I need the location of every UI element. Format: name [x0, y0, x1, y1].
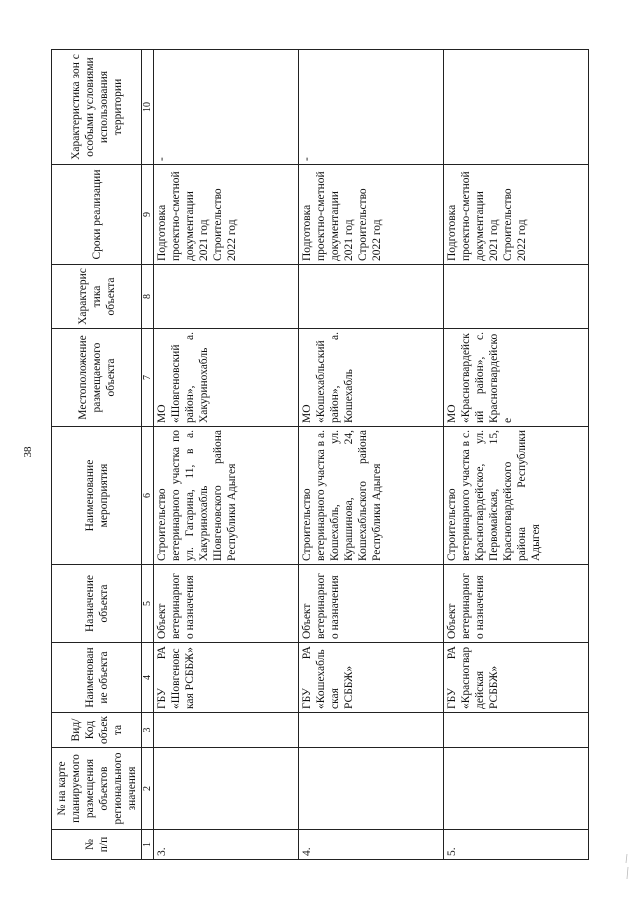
code-cell	[444, 713, 589, 748]
location-cell: МО «Шовгеновский район», а. Хакуринохабль	[154, 329, 299, 427]
rotated-table-container	[51, 50, 588, 860]
row-number: 3.	[154, 830, 299, 860]
terms-cell: Подготовка проектно-сметной документации 2021 год Строительство 2022 год	[299, 165, 444, 265]
terms-cell: Подготовка проектно-сметной документации 2021 год Строительство 2022 год	[444, 165, 589, 265]
column-number: 8	[142, 265, 154, 329]
header-cell: Вид/ Код объекта	[52, 713, 142, 748]
terms-cell: Подготовка проектно-сметной документации 2021 год Строительство 2022 год	[154, 165, 299, 265]
header-cell: Назначение объекта	[52, 565, 142, 643]
measure-cell: Строительство ветеринарного участка в с. Красногвардейское, ул. Первомайская, 15, Красногвардейского района Республики Адыгея	[444, 427, 589, 565]
header-cell: Характеристика объекта	[52, 265, 142, 329]
header-row	[52, 50, 142, 860]
table-row	[299, 50, 444, 860]
header-cell: № на карте планируемого размещения объектов регионального значения	[52, 748, 142, 830]
header-cell: № п/п	[52, 830, 142, 860]
map-number-cell	[444, 748, 589, 830]
zones-cell: -	[154, 50, 299, 165]
header-cell: Сроки реализации	[52, 165, 142, 265]
column-number: 2	[142, 748, 154, 830]
location-cell: МО «Красногвардейский район», с. Красногвардейское	[444, 329, 589, 427]
header-cell: Наименование мероприятия	[52, 427, 142, 565]
column-number-row	[142, 50, 154, 860]
objects-table	[51, 49, 589, 860]
object-name-cell: ГБУ РА «Кошехабльская РСББЖ»	[299, 643, 444, 713]
header-cell: Местоположение размещаемого объекта	[52, 329, 142, 427]
table-row	[444, 50, 589, 860]
header-cell: Характеристика зон с особыми условиями использования территории	[52, 50, 142, 165]
object-name-cell: ГБУ РА «Красногвардейская РСББЖ»	[444, 643, 589, 713]
row-number: 5.	[444, 830, 589, 860]
zones-cell: -	[299, 50, 444, 165]
page-number: 38	[22, 446, 34, 458]
column-number: 3	[142, 713, 154, 748]
code-cell	[299, 713, 444, 748]
column-number: 10	[142, 50, 154, 165]
table-row	[154, 50, 299, 860]
map-number-cell	[154, 748, 299, 830]
characteristic-cell	[154, 265, 299, 329]
scan-mark	[624, 853, 630, 881]
characteristic-cell	[444, 265, 589, 329]
measure-cell: Строительство ветеринарного участка в а. Кошехабль, ул. Курашинова, 24, Кошехабльского района Республики Адыгея	[299, 427, 444, 565]
zones-cell	[444, 50, 589, 165]
purpose-cell: Объект ветеринарного назначения	[299, 565, 444, 643]
header-cell: Наименование объекта	[52, 643, 142, 713]
object-name-cell: ГБУ РА «Шовгеновская РСББЖ»	[154, 643, 299, 713]
code-cell	[154, 713, 299, 748]
map-number-cell	[299, 748, 444, 830]
column-number: 1	[142, 830, 154, 860]
characteristic-cell	[299, 265, 444, 329]
column-number: 7	[142, 329, 154, 427]
row-number: 4.	[299, 830, 444, 860]
location-cell: МО «Кошехабльский район», а. Кошехабль	[299, 329, 444, 427]
purpose-cell: Объект ветеринарного назначения	[154, 565, 299, 643]
measure-cell: Строительство ветеринарного участка по ул. Гагарина, 11, в а. Хакуринохабль Шовгеновского района Республики Адыгея	[154, 427, 299, 565]
column-number: 4	[142, 643, 154, 713]
purpose-cell: Объект ветеринарного назначения	[444, 565, 589, 643]
column-number: 5	[142, 565, 154, 643]
column-number: 9	[142, 165, 154, 265]
column-number: 6	[142, 427, 154, 565]
